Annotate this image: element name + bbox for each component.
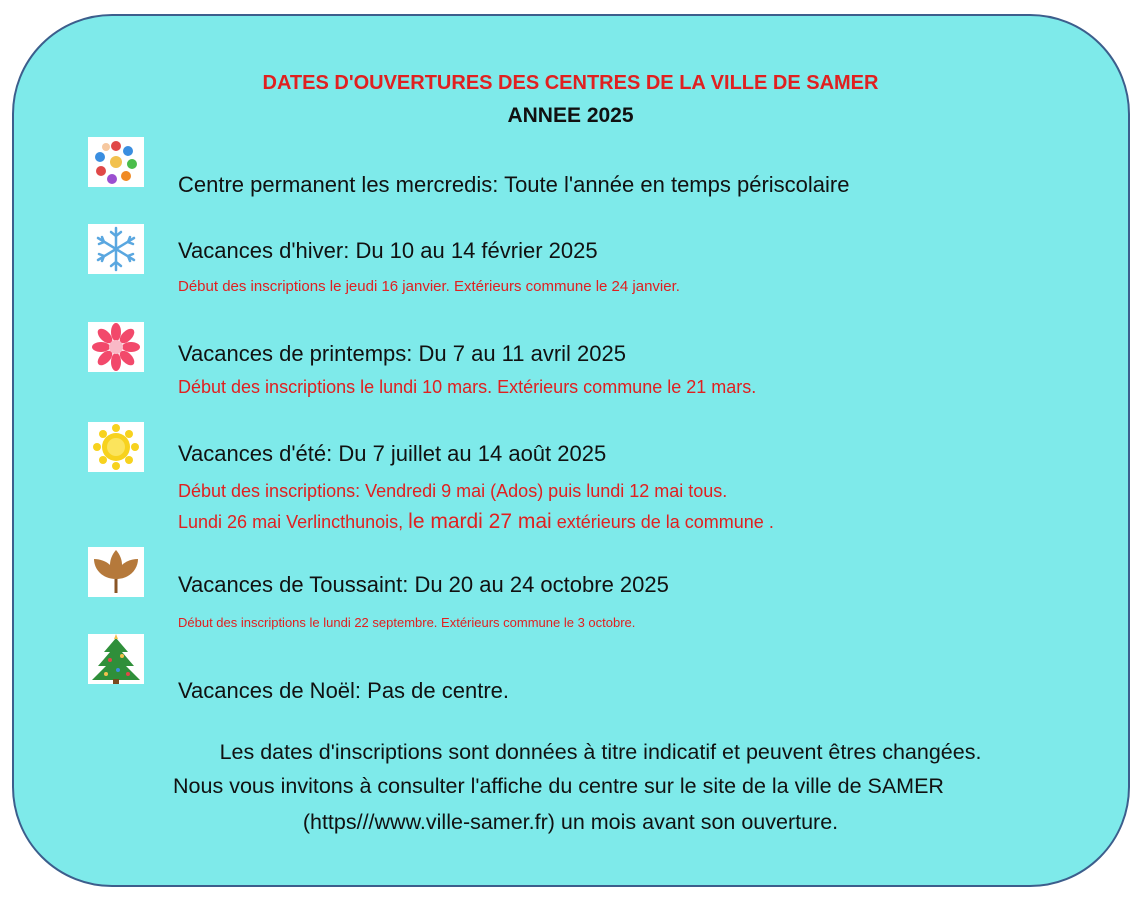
snowflake-icon bbox=[88, 224, 144, 274]
section-winter-note: Début des inscriptions le jeudi 16 janvier. Extérieurs commune le 24 janvier. bbox=[178, 278, 680, 295]
footer-line-3: (https///www.ville-samer.fr) un mois avant son ouverture. bbox=[302, 810, 839, 834]
page-title: DATES D'OUVERTURES DES CENTRES DE LA VILLE DE SAMER bbox=[262, 72, 879, 94]
section-wednesday-text: Centre permanent les mercredis: Toute l'année en temps périscolaire bbox=[178, 172, 850, 197]
section-spring-text: Vacances de printemps: Du 7 au 11 avril 2025 bbox=[178, 341, 627, 366]
section-summer-note-1: Début des inscriptions: Vendredi 9 mai (Ados) puis lundi 12 mai tous. bbox=[178, 481, 728, 501]
footer-line-1: Les dates d'inscriptions sont données à titre indicatif et peuvent êtres changées. bbox=[219, 740, 982, 764]
section-winter-text: Vacances d'hiver: Du 10 au 14 février 2025 bbox=[178, 238, 598, 263]
flower-icon bbox=[88, 322, 144, 372]
section-spring-note: Début des inscriptions le lundi 10 mars. Extérieurs commune le 21 mars. bbox=[178, 377, 757, 397]
section-toussaint-text: Vacances de Toussaint: Du 20 au 24 octobre 2025 bbox=[178, 572, 669, 597]
section-toussaint-note: Début des inscriptions le lundi 22 septembre. Extérieurs commune le 3 octobre. bbox=[178, 615, 636, 630]
children-circle-icon bbox=[88, 137, 144, 187]
section-summer-text: Vacances d'été: Du 7 juillet au 14 août 2025 bbox=[178, 441, 607, 466]
footer-line-2: Nous vous invitons à consulter l'affiche du centre sur le site de la ville de SAMER bbox=[173, 774, 944, 798]
year-heading: ANNEE 2025 bbox=[507, 104, 634, 127]
section-noel-text: Vacances de Noël: Pas de centre. bbox=[178, 678, 510, 703]
leaf-icon bbox=[88, 547, 144, 597]
christmas-tree-icon bbox=[88, 634, 144, 684]
section-summer-note-2: Lundi 26 mai Verlincthunois, le mardi 27 mai extérieurs de la commune . bbox=[178, 510, 774, 533]
sun-icon bbox=[88, 422, 144, 472]
